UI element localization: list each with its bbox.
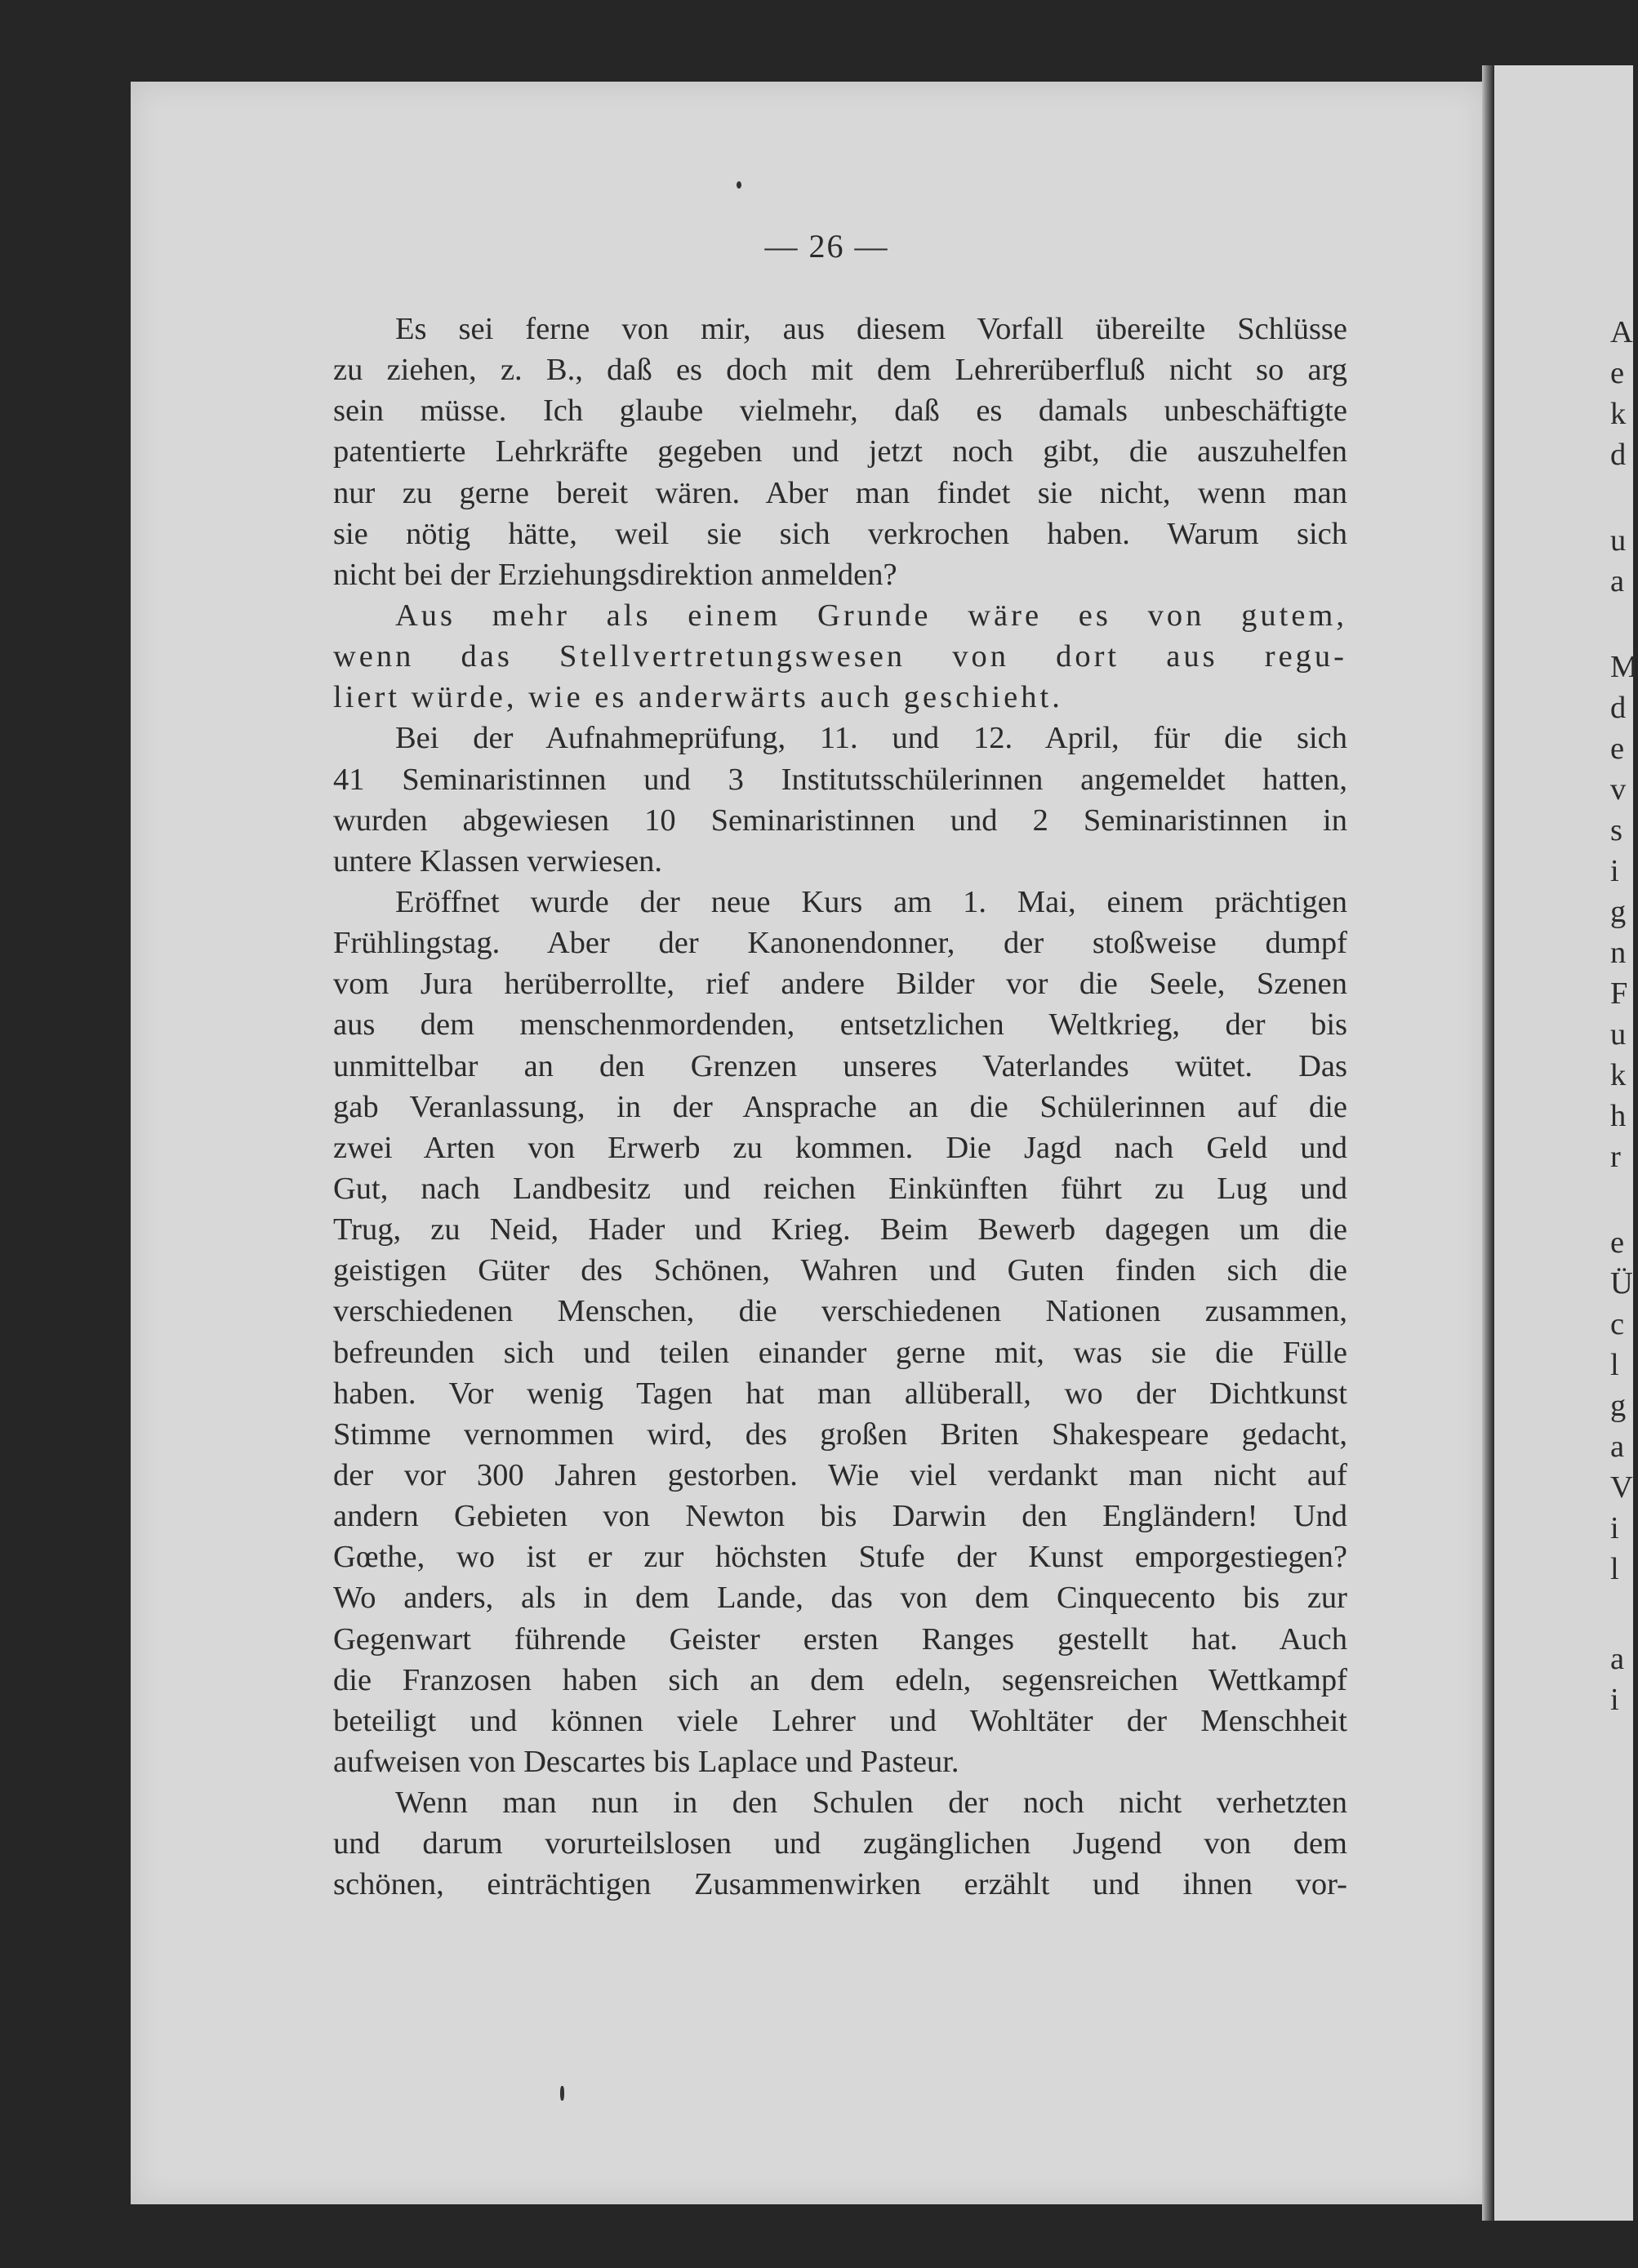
adjacent-page-letter: a bbox=[1610, 1642, 1625, 1676]
adjacent-page-letter: r bbox=[1610, 1140, 1621, 1174]
adjacent-page-letter: a bbox=[1610, 1430, 1625, 1464]
text-line: die Franzosen haben sich an dem edeln, segensreichen Wettkampf bbox=[333, 1662, 1347, 1697]
adjacent-page-letter: i bbox=[1610, 1683, 1619, 1717]
text-line: untere Klassen verwiesen. bbox=[333, 843, 663, 878]
text-line: wurden abgewiesen 10 Seminaristinnen und 2 Seminaristinnen in bbox=[333, 803, 1347, 838]
text-line: Wenn man nun in den Schulen der noch nicht verhetzten bbox=[395, 1785, 1347, 1821]
text-line: Stimme vernommen wird, des großen Briten Shakespeare gedacht, bbox=[333, 1416, 1347, 1452]
text-line: zwei Arten von Erwerb zu kommen. Die Jagd nach Geld und bbox=[333, 1130, 1347, 1165]
adjacent-page-letter: a bbox=[1610, 564, 1625, 598]
adjacent-page-letter: F bbox=[1610, 976, 1628, 1011]
page-number: — 26 — bbox=[764, 228, 889, 265]
text-line: nur zu gerne bereit wären. Aber man findet sie nicht, wenn man bbox=[333, 475, 1347, 510]
text-line: liert würde, wie es anderwärts auch geschieht. bbox=[333, 680, 1063, 715]
text-line: verschiedenen Menschen, die verschiedenen Nationen zusammen, bbox=[333, 1294, 1347, 1329]
adjacent-page-letter: i bbox=[1610, 1511, 1619, 1545]
text-line: patentierte Lehrkräfte gegeben und jetzt noch gibt, die auszuhelfen bbox=[333, 434, 1347, 469]
text-line: der vor 300 Jahren gestorben. Wie viel verdankt man nicht auf bbox=[333, 1457, 1347, 1492]
print-speck bbox=[737, 181, 741, 189]
adjacent-page-letter: u bbox=[1610, 1017, 1627, 1052]
text-line: nicht bei der Erziehungsdirektion anmelden? bbox=[333, 557, 897, 592]
text-line: wenn das Stellvertretungswesen von dort aus regu- bbox=[333, 639, 1347, 674]
text-line: Gut, nach Landbesitz und reichen Einkünften führt zu Lug und bbox=[333, 1171, 1347, 1206]
adjacent-page-letter: Ü bbox=[1610, 1266, 1633, 1301]
text-line: andern Gebieten von Newton bis Darwin den Engländern! Und bbox=[333, 1499, 1347, 1534]
adjacent-page-letter: l bbox=[1610, 1348, 1619, 1382]
text-line: Bei der Aufnahmeprüfung, 11. und 12. April, für die sich bbox=[395, 721, 1347, 756]
adjacent-page-letter: s bbox=[1610, 813, 1622, 847]
adjacent-page-letter: e bbox=[1610, 356, 1625, 390]
text-line: Gegenwart führende Geister ersten Ranges gestellt hat. Auch bbox=[333, 1621, 1347, 1657]
adjacent-page-letter: c bbox=[1610, 1307, 1625, 1341]
text-line: schönen, einträchtigen Zusammenwirken erzählt und ihnen vor- bbox=[333, 1867, 1347, 1902]
adjacent-page-letter: e bbox=[1610, 1225, 1625, 1260]
adjacent-page-letter: n bbox=[1610, 936, 1627, 970]
text-line: aus dem menschenmordenden, entsetzlichen Weltkrieg, der bis bbox=[333, 1007, 1347, 1043]
adjacent-page-letter: v bbox=[1610, 772, 1627, 807]
text-line: Frühlingstag. Aber der Kanonendonner, der stoßweise dumpf bbox=[333, 926, 1347, 961]
text-line: aufweisen von Descartes bis Laplace und Pasteur. bbox=[333, 1744, 959, 1779]
text-line: Gœthe, wo ist er zur höchsten Stufe der Kunst emporgestiegen? bbox=[333, 1540, 1347, 1575]
text-line: geistigen Güter des Schönen, Wahren und Guten finden sich die bbox=[333, 1253, 1347, 1288]
text-line: Trug, zu Neid, Hader und Krieg. Beim Bewerb dagegen um die bbox=[333, 1212, 1347, 1247]
adjacent-page-letter: g bbox=[1610, 895, 1627, 929]
text-line: zu ziehen, z. B., daß es doch mit dem Lehrerüberfluß nicht so arg bbox=[333, 353, 1347, 388]
text-line: sie nötig hätte, weil sie sich verkrochen haben. Warum sich bbox=[333, 516, 1347, 551]
adjacent-page-letter: d bbox=[1610, 691, 1627, 725]
adjacent-page-letter: k bbox=[1610, 1058, 1627, 1092]
adjacent-page-letter: M bbox=[1610, 650, 1638, 684]
adjacent-page-letter: k bbox=[1610, 397, 1627, 431]
adjacent-page-letter: i bbox=[1610, 854, 1619, 888]
text-line: Aus mehr als einem Grunde wäre es von gutem, bbox=[395, 598, 1347, 633]
text-line: sein müsse. Ich glaube vielmehr, daß es damals unbeschäftigte bbox=[333, 394, 1347, 429]
adjacent-page-letter: d bbox=[1610, 438, 1627, 472]
adjacent-page-letter: e bbox=[1610, 732, 1625, 766]
text-line: vom Jura herüberrollte, rief andere Bilder vor die Seele, Szenen bbox=[333, 967, 1347, 1002]
adjacent-page-letter: V bbox=[1610, 1470, 1633, 1505]
text-line: Es sei ferne von mir, aus diesem Vorfall übereilte Schlüsse bbox=[395, 312, 1347, 346]
text-line: und darum vorurteilslosen und zugänglichen Jugend von dem bbox=[333, 1826, 1347, 1861]
text-line: beteiligt und können viele Lehrer und Wohltäter der Menschheit bbox=[333, 1703, 1347, 1738]
adjacent-page-letter: g bbox=[1610, 1389, 1627, 1423]
text-line: Eröffnet wurde der neue Kurs am 1. Mai, einem prächtigen bbox=[395, 884, 1347, 919]
adjacent-page-letter: l bbox=[1610, 1552, 1619, 1586]
adjacent-page-letter: u bbox=[1610, 523, 1627, 558]
text-line: 41 Seminaristinnen und 3 Institutsschülerinnen angemeldet hatten, bbox=[333, 762, 1347, 797]
adjacent-page-letter: A bbox=[1610, 315, 1633, 349]
text-line: unmittelbar an den Grenzen unseres Vaterlandes wütet. Das bbox=[333, 1048, 1347, 1083]
adjacent-page-letter: h bbox=[1610, 1099, 1627, 1133]
body-text bbox=[333, 309, 1347, 1905]
text-line: befreunden sich und teilen einander gerne mit, was sie die Fülle bbox=[333, 1335, 1347, 1370]
text-line: haben. Vor wenig Tagen hat man allüberall, wo der Dichtkunst bbox=[333, 1376, 1347, 1411]
text-line: gab Veranlassung, in der Ansprache an die Schülerinnen auf die bbox=[333, 1089, 1347, 1124]
text-line: Wo anders, als in dem Lande, das von dem Cinquecento bis zur bbox=[333, 1581, 1347, 1616]
print-speck bbox=[560, 2086, 564, 2101]
